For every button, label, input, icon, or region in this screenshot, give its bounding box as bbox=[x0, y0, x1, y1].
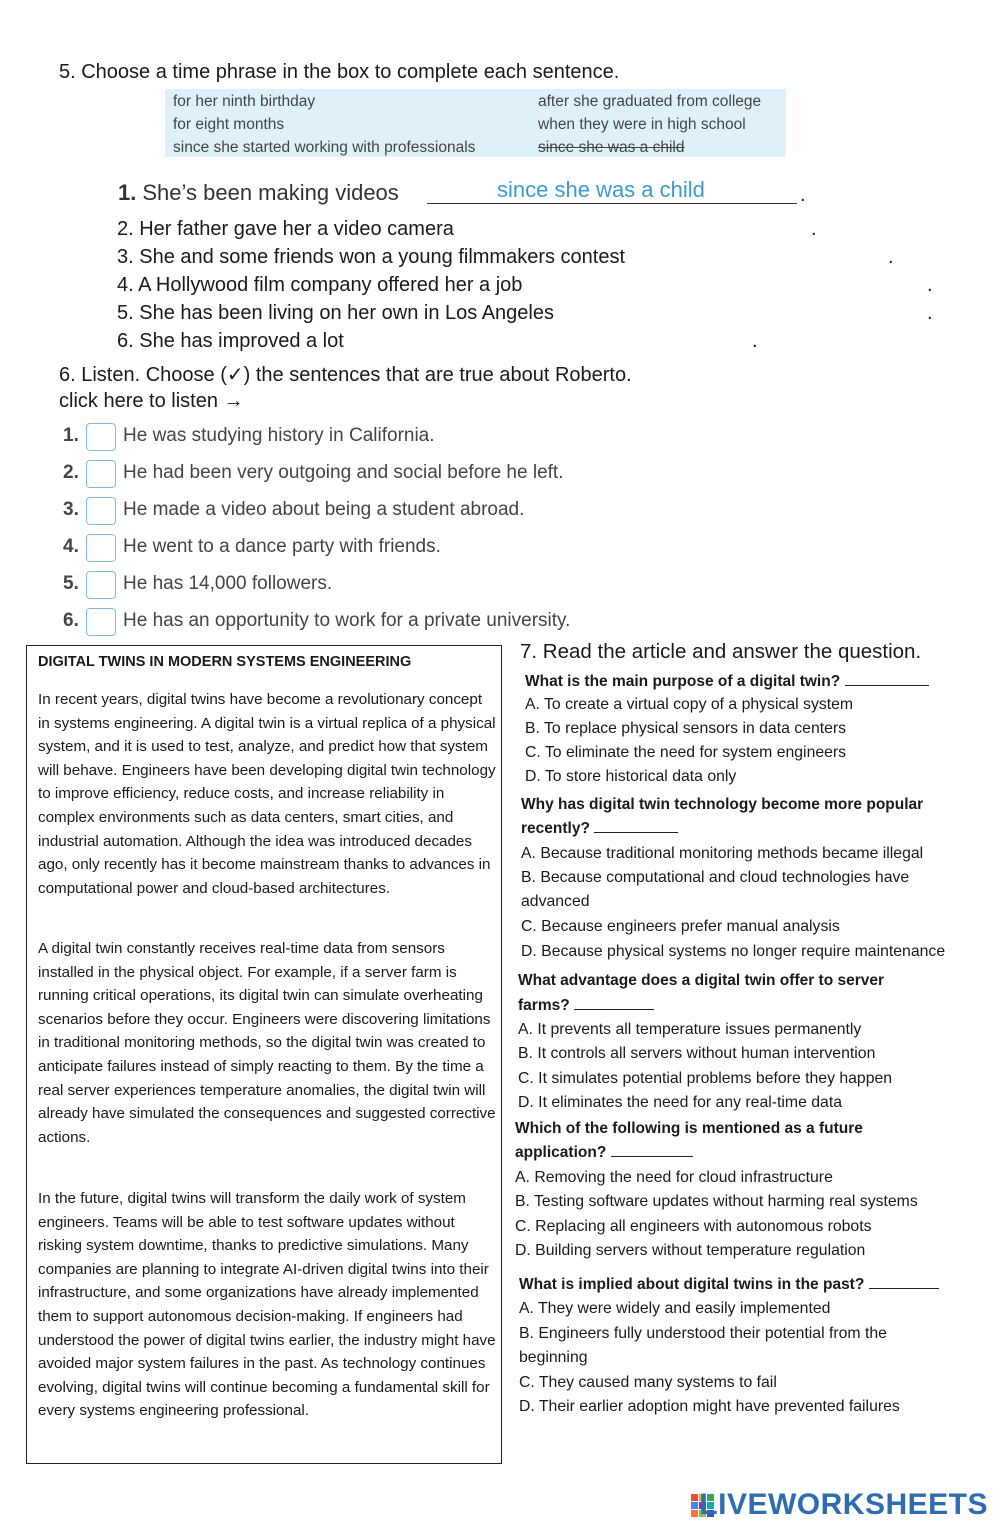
q7-3-option-c[interactable]: C. It simulates potential problems before they happen bbox=[518, 1070, 893, 1087]
period-5: . bbox=[927, 302, 933, 324]
q7-3-option-d[interactable]: D. It eliminates the need for any real-time data bbox=[518, 1094, 842, 1111]
sentence-6: 6. She has improved a lot bbox=[117, 330, 344, 352]
q6-item-text: He went to a dance party with friends. bbox=[123, 536, 441, 557]
q6-item-text: He had been very outgoing and social before he left. bbox=[123, 462, 564, 483]
q7-2-option-c[interactable]: C. Because engineers prefer manual analysis bbox=[521, 918, 840, 935]
answer-blank-2[interactable] bbox=[594, 818, 678, 833]
sentence-2: 2. Her father gave her a video camera bbox=[117, 218, 454, 240]
answer-input-2[interactable] bbox=[470, 218, 804, 246]
example-number: 1. bbox=[118, 180, 137, 205]
article-box bbox=[26, 645, 502, 1464]
q7-3-option-b[interactable]: B. It controls all servers without human intervention bbox=[518, 1045, 876, 1062]
q7-question-3-line2: farms? bbox=[518, 994, 654, 1018]
q7-4-option-d[interactable]: D. Building servers without temperature regulation bbox=[515, 1242, 866, 1259]
example-period: . bbox=[800, 184, 806, 206]
period-4: . bbox=[927, 274, 933, 296]
answer-input-6[interactable] bbox=[356, 330, 750, 358]
q6-checkbox-1[interactable] bbox=[86, 423, 116, 451]
q7-5-option-b-cont: beginning bbox=[519, 1349, 588, 1366]
q7-2-option-b[interactable]: B. Because computational and cloud technologies have bbox=[521, 869, 910, 886]
q6-item-number: 2. bbox=[63, 462, 79, 483]
article-paragraph-2: A digital twin constantly receives real-time data from sensors installed in the physical object. For example, if a server farm is running critical operations, its digital twin can simulate overheating scenarios before they occur. Engineers were discovering limitations in traditional monitoring methods, so the digital twin was created to anticipate failures instead of simply reacting to them. By the time a real server experiences temperature anomalies, the digital twin will already have simulated the consequences and suggested corrective actions. bbox=[38, 940, 496, 1146]
q5-title: 5. Choose a time phrase in the box to complete each sentence. bbox=[59, 61, 620, 83]
q7-5-option-c[interactable]: C. They caused many systems to fail bbox=[519, 1374, 777, 1391]
q7-1-option-d[interactable]: D. To store historical data only bbox=[525, 768, 737, 785]
period-2: . bbox=[811, 218, 817, 240]
q7-4-option-c[interactable]: C. Replacing all engineers with autonomous robots bbox=[515, 1218, 872, 1235]
sentence-3: 3. She and some friends won a young filmmakers contest bbox=[117, 246, 626, 268]
q6-checkbox-5[interactable] bbox=[86, 571, 116, 599]
q7-title: 7. Read the article and answer the question. bbox=[520, 640, 922, 663]
q6-item-text: He made a video about being a student abroad. bbox=[123, 499, 525, 520]
q7-question-1: What is the main purpose of a digital twin? bbox=[525, 670, 929, 694]
q7-2-option-b-cont: advanced bbox=[521, 893, 590, 910]
sentence-5: 5. She has been living on her own in Los Angeles bbox=[117, 302, 554, 324]
phrase-2: for eight months bbox=[173, 116, 285, 133]
q7-5-option-d[interactable]: D. Their earlier adoption might have prevented failures bbox=[519, 1398, 900, 1415]
q6-item-number: 5. bbox=[63, 573, 79, 594]
phrase-3: since she started working with professionals bbox=[173, 139, 476, 156]
q7-1-option-a[interactable]: A. To create a virtual copy of a physical system bbox=[525, 696, 854, 713]
q7-question-5: What is implied about digital twins in the past? bbox=[519, 1273, 939, 1297]
q6-item-number: 6. bbox=[63, 610, 79, 631]
q7-question-2-line1: Why has digital twin technology become more popular bbox=[521, 796, 924, 813]
q6-item-text: He has an opportunity to work for a private university. bbox=[123, 610, 571, 631]
q7-4-option-b[interactable]: B. Testing software updates without harming real systems bbox=[515, 1193, 918, 1210]
q7-3-option-a[interactable]: A. It prevents all temperature issues permanently bbox=[518, 1021, 862, 1038]
q6-item-text: He was studying history in California. bbox=[123, 425, 435, 446]
example-answer: since she was a child bbox=[497, 177, 705, 202]
answer-blank-5[interactable] bbox=[869, 1274, 939, 1289]
q6-checkbox-3[interactable] bbox=[86, 497, 116, 525]
answer-input-5[interactable] bbox=[570, 302, 924, 330]
phrase-5: when they were in high school bbox=[538, 116, 746, 133]
answer-blank-4[interactable] bbox=[611, 1142, 693, 1157]
answer-blank-1[interactable] bbox=[845, 671, 929, 686]
q6-checkbox-4[interactable] bbox=[86, 534, 116, 562]
answer-input-4[interactable] bbox=[555, 274, 924, 302]
q7-5-option-a[interactable]: A. They were widely and easily implemented bbox=[519, 1300, 831, 1317]
sentence-4: 4. A Hollywood film company offered her a job bbox=[117, 274, 523, 296]
q6-item-text: He has 14,000 followers. bbox=[123, 573, 333, 594]
liveworksheets-logo[interactable]: LIVEWORKSHEETS bbox=[699, 1488, 988, 1521]
q7-2-option-a[interactable]: A. Because traditional monitoring methods became illegal bbox=[521, 845, 924, 862]
example-sentence bbox=[118, 180, 399, 206]
q7-question-4-line2: application? bbox=[515, 1141, 693, 1165]
example-blank-line bbox=[427, 203, 797, 204]
q6-title: 6. Listen. Choose (✓) the sentences that are true about Roberto. bbox=[59, 364, 632, 386]
answer-blank-3[interactable] bbox=[574, 995, 654, 1010]
phrase-1: for her ninth birthday bbox=[173, 93, 316, 110]
q6-checkbox-6[interactable] bbox=[86, 608, 116, 636]
q7-question-2-line2: recently? bbox=[521, 817, 678, 841]
phrase-4: after she graduated from college bbox=[538, 93, 762, 110]
q7-1-option-b[interactable]: B. To replace physical sensors in data centers bbox=[525, 720, 847, 737]
q6-checkbox-2[interactable] bbox=[86, 460, 116, 488]
q7-question-4-line1: Which of the following is mentioned as a future bbox=[515, 1120, 863, 1137]
period-6: . bbox=[752, 330, 758, 352]
phrase-box bbox=[165, 89, 786, 157]
q7-4-option-a[interactable]: A. Removing the need for cloud infrastructure bbox=[515, 1169, 833, 1186]
listen-link[interactable]: click here to listen → bbox=[59, 390, 244, 412]
q7-question-3-line1: What advantage does a digital twin offer to server bbox=[518, 972, 885, 989]
q7-2-option-d[interactable]: D. Because physical systems no longer require maintenance bbox=[521, 943, 946, 960]
article-paragraph-1: In recent years, digital twins have become a revolutionary concept in systems engineering. A digital twin is a virtual replica of a physical system, and it is used to test, analyze, and predict how that system will behave. Engineers have been developing digital twin technology to improve efficiency, reduce costs, and increase reliability in complex environments such as data centers, smart cities, and industrial automation. Although the idea was introduced decades ago, only recently has it become mainstream thanks to advances in computational power and cloud-based architectures. bbox=[38, 691, 496, 897]
example-text: She’s been making videos bbox=[142, 180, 399, 205]
answer-input-3[interactable] bbox=[650, 246, 884, 274]
period-3: . bbox=[888, 246, 894, 268]
q7-1-option-c[interactable]: C. To eliminate the need for system engineers bbox=[525, 744, 847, 761]
article-paragraph-3: In the future, digital twins will transform the daily work of system engineers. Teams will be able to test software updates without risking system downtime, thanks to predictive simulations. Many companies are planning to integrate AI-driven digital twins into their infrastructure, and some organizations have already implemented them to support autonomous decision-making. If engineers had understood the power of digital twins earlier, the industry might have avoided major system failures in the past. As technology continues evolving, digital twins will continue becoming a fundamental skill for every systems engineering professional. bbox=[38, 1190, 496, 1420]
article-title: DIGITAL TWINS IN MODERN SYSTEMS ENGINEERING bbox=[38, 654, 412, 670]
q6-item-number: 3. bbox=[63, 499, 79, 520]
q6-item-number: 1. bbox=[63, 425, 79, 446]
q7-5-option-b[interactable]: B. Engineers fully understood their potential from the bbox=[519, 1325, 887, 1342]
phrase-6-used: since she was a child bbox=[538, 139, 685, 156]
q6-item-number: 4. bbox=[63, 536, 79, 557]
